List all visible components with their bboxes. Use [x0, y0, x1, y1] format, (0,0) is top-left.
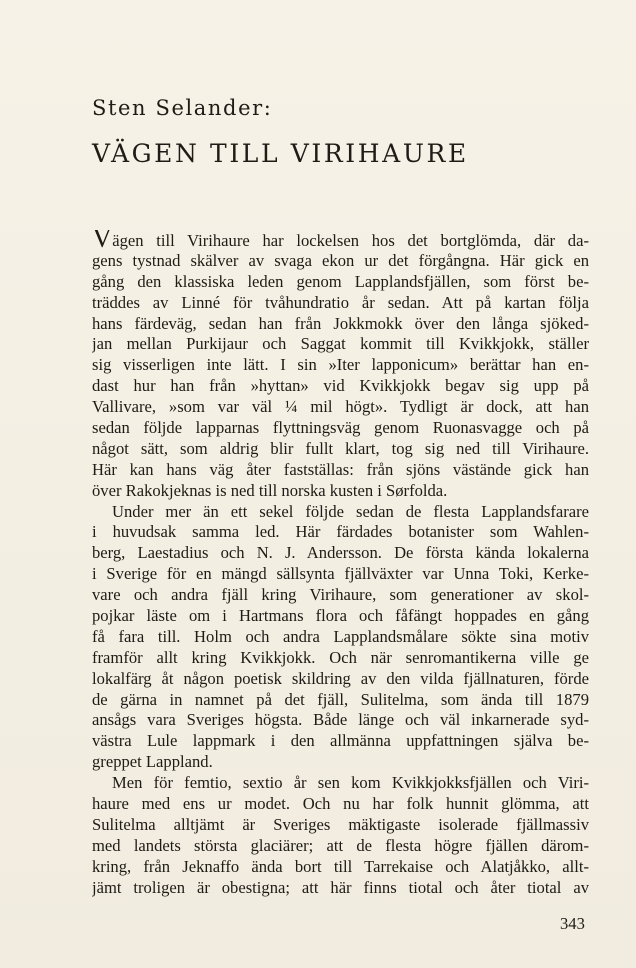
text-line: Men för femtio, sextio år sen kom Kvikkjokksfjällen och Viri-: [112, 773, 589, 793]
page-number: 343: [560, 914, 585, 933]
text-line: Under mer än ett sekel följde sedan de flesta Lapplandsfarare: [112, 501, 589, 521]
article-body: [92, 230, 589, 899]
text-line-content: ägen till Virihaure har lockelsen hos det bortglömda, där da-: [112, 231, 589, 250]
text-line: västra Lule lappmark i den allmänna uppfattningen själva be-: [92, 731, 589, 751]
author-name: Sten Selander:: [92, 96, 273, 120]
text-line: [92, 230, 589, 251]
text-line: greppet Lappland.: [92, 752, 213, 772]
text-line: träddes av Linné för tvåhundratio år sedan. Att på kartan följa: [92, 292, 589, 312]
text-line: Sulitelma alltjämt är Sveriges mäktigaste isolerade fjällmassiv: [92, 814, 589, 834]
text-line: berg, Laestadius och N. J. Andersson. De första kända lokalerna: [92, 543, 589, 563]
text-line: jan mellan Purkijaur och Saggat kommit till Kvikkjokk, ställer: [92, 334, 589, 354]
drop-cap: V: [92, 230, 113, 251]
text-line: något sätt, som aldrig blir fullt klart, tog sig ned till Virihaure.: [92, 438, 589, 458]
text-line: Här kan hans väg åter fastställas: från sjöns västände gick han: [92, 459, 589, 479]
text-line: i huvudsak samma led. Här färdades botanister som Wahlen-: [92, 522, 589, 542]
text-line: gång den klassiska leden genom Lapplandsfjällen, som först be-: [92, 271, 589, 291]
text-line: lokalfärg åt någon poetisk skildring av den vilda fjällnaturen, förde: [92, 668, 589, 688]
text-line: dast hur han från »hyttan» vid Kvikkjokk begav sig upp på: [92, 376, 589, 396]
text-line: pojkar läste om i Hartmans flora och fåfängt hoppades en gång: [92, 606, 589, 626]
text-line: över Rakokjeknas is ned till norska kusten i Sørfolda.: [92, 480, 448, 500]
text-line: vare och andra fjäll kring Virihaure, som generationer av skol-: [92, 585, 589, 605]
text-line: hans färdeväg, sedan han från Jokkmokk över den långa sjöked-: [92, 313, 589, 333]
text-line: framför allt kring Kvikkjokk. Och när senromantikerna ville ge: [92, 647, 589, 667]
text-line: med landets största glaciärer; att de flesta högre fjällen därom-: [92, 835, 589, 855]
text-line: jämt troligen är obestigna; att här finns tiotal och åter tiotal av: [92, 877, 589, 897]
text-line: gens tystnad skälver av svaga ekon ur det förgångna. Här gick en: [92, 250, 589, 270]
text-line: sedan följde lapparnas flyttningsväg genom Ruonasvagge och på: [92, 418, 589, 438]
article-title: VÄGEN TILL VIRIHAURE: [92, 139, 469, 168]
text-line: ansågs vara Sveriges högsta. Både länge och väl inkarnerade syd-: [92, 710, 589, 730]
text-line: haure med ens ur modet. Och nu har folk hunnit glömma, att: [92, 794, 589, 814]
text-line: Vallivare, »som var väl ¼ mil högt». Tydligt är dock, att han: [92, 397, 589, 417]
text-line: de gärna in namnet på det fjäll, Sulitelma, som ända till 1879: [92, 689, 589, 709]
text-line: kring, från Jeknaffo ända bort till Tarrekaise och Alatjåkko, allt-: [92, 856, 589, 876]
text-line: i Sverige för en mängd sällsynta fjällväxter var Unna Toki, Kerke-: [92, 564, 589, 584]
text-line: sig visserligen inte lätt. I sin »Iter lapponicum» berättar han en-: [92, 355, 589, 375]
text-line: få fara till. Holm och andra Lapplandsmålare sökte sina motiv: [92, 626, 589, 646]
